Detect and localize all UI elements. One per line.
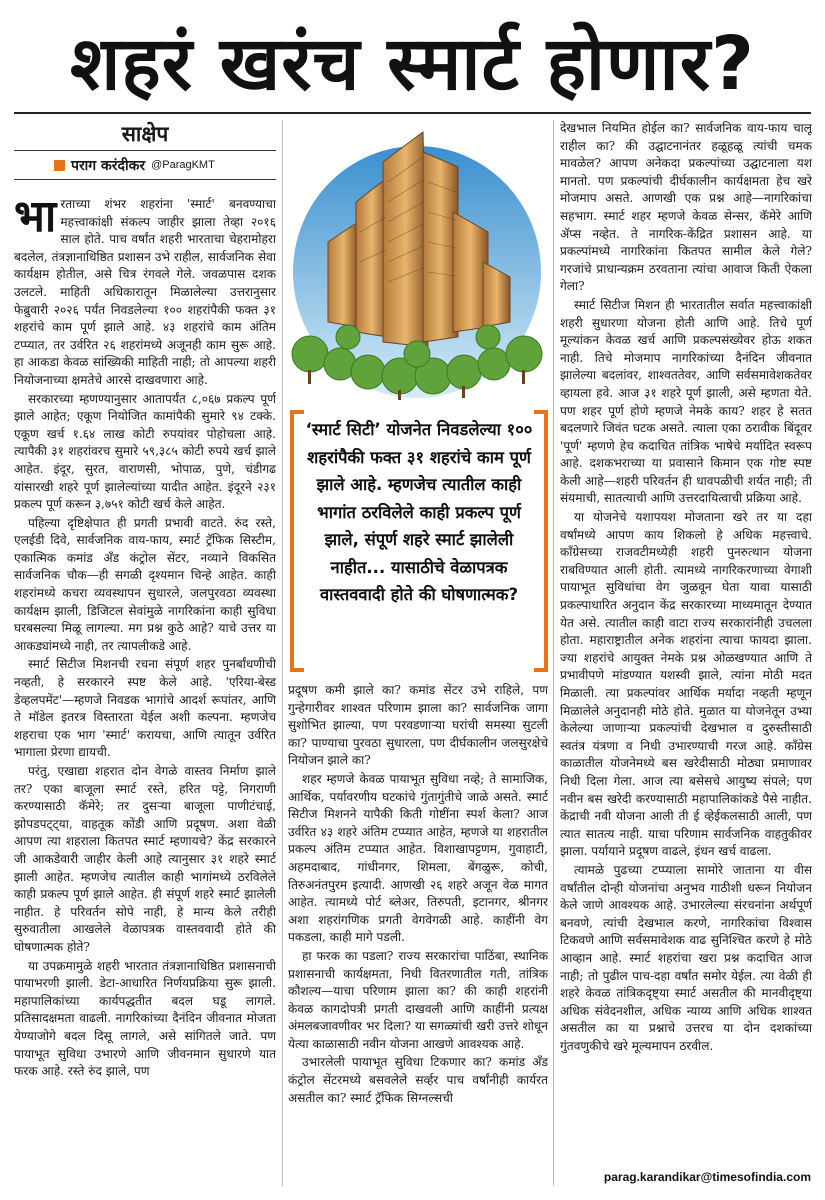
column-1 [14, 196, 276, 1186]
paragraph: स्मार्ट सिटीज मिशनची रचना संपूर्ण शहर पुनर्बांधणीची नव्हती, हे सरकारने स्पष्ट केले आहे. 'एरिया-बेस्ड डेव्हलपमेंट'—म्हणजे निवडक भागांचे आदर्श रूपांतर, आणि ते मॉडेल इतरत्र विस्तारता येईल अशी कल्पना. म्हणजेच शहराचा एक भाग 'स्मार्ट' करायचा, आणि त्यातून उर्वरित भागाला प्रेरणा द्यायची. [14, 657, 276, 760]
paragraph: पहिल्या दृष्टिक्षेपात ही प्रगती प्रभावी वाटते. रुंद रस्ते, एलईडी दिवे, सार्वजनिक वाय-फाय, स्मार्ट ट्रॅफिक सिस्टीम, एकात्मिक कमांड अँड कंट्रोल सेंटर, नव्याने विकसित सार्वजनिक चौक—ही सगळी दृश्यमान चिन्हे आहेत. काही शहरांमध्ये कचरा व्यवस्थापन सुधारले, जलपुरवठा व्यवस्था कार्यक्षम झाली, डिजिटल सेवांमुळे नागरिकांना काही सुविधा घरबसल्या मिळू लागल्या. मग प्रश्न कुठे आहे? याचे उत्तर या आकड्यांमध्ये नाही, तर त्यापलीकडे आहे. [14, 515, 276, 653]
drop-cap: भा [14, 196, 57, 242]
author-name: पराग करंदीकर [71, 157, 146, 174]
author-email: parag.karandikar@timesofindia.com [603, 1170, 811, 1184]
paragraph: या योजनेचे यशापयश मोजताना खरे तर या दहा वर्षांमध्ये आपण काय शिकलो हे अधिक महत्त्वाचे. काँग्रेसच्या राजवटीमध्येही शहरी पुनरुत्थान योजना राबविण्यात आली होती. त्यामध्ये नागरिकरणाच्या वेगाशी पायाभूत सुविधांचा वेग जुळवून घेता यावा यासाठी प्रकल्पाधारित अनुदान केंद्र सरकारच्या माध्यमातून देण्यात येत असे. त्यातील काही वाटा राज्य सरकारांनीही उचलला होता. महाराष्ट्रातील अनेक शहरांना त्याचा फायदा झाला. ज्या शहरांचे आयुक्त नेमके प्रश्न ओळखण्यात आणि ते प्रभावीपणे मांडण्यात यशस्वी झाले, त्यांना मोठी मदत मिळाली. त्या प्रकल्पांवर आर्थिक मर्यादा नव्हती म्हणून मिळालेले अनुदानही मोठे होते. मुळात या योजनेतून उभ्या केलेल्या जाणाऱ्या प्रकल्पांची देखभाल व दुरुस्तीसाठी स्वतंत्र यंत्रणा व निधी उभारण्याची गरज आहे. काँग्रेस काळातील योजनेमध्ये बस खरेदीसाठी मोठ्या प्रमाणावर निधी दिला गेला. आज त्या बसेसचे आयुष्य संपले; पण नवीन बस खरेदी करण्यासाठी महापालिकांकडे पैसे नाहीत. केंद्राची नवी योजना आली ती ई व्हेईकलसाठी आली, पण त्यात सातत्य नाही. याचा परिणाम सार्वजनिक वाहतुकीवर झाला. पर्यायाने प्रदूषण वाढले, इंधन खर्च वाढला. [560, 510, 812, 859]
paragraph: स्मार्ट सिटीज मिशन ही भारतातील सर्वात महत्त्वाकांक्षी शहरी सुधारणा योजना होती आणि आहे. तिचे पूर्ण मूल्यांकन केवळ खर्च आणि प्रकल्पसंख्येवर होऊ शकत नाही. तिचे मोजमाप नागरिकांच्या दैनंदिन जीवनात झालेल्या बदलांवर, शाश्वततेवर, आणि सर्वसमावेशकतेवर व्हायला हवे. आज ३१ शहरे पूर्ण झाली, असे म्हणता येते. पण शहर पूर्ण होणे म्हणजे नेमके काय? शहर हे सतत बदलणारे जिवंत घटक असते. त्याला एका ठरावीक बिंदूवर 'पूर्ण' म्हणणे हेच कदाचित तांत्रिक भाषेचे मर्यादित स्वरूप आहे. दशकभराच्या या प्रवासाने किमान एक गोष्ट स्पष्ट केली आहे—शहरी परिवर्तन ही धावपळीची शर्यत नाही; ती संयमाची, सातत्याची आणि उत्तरदायित्वाची प्रक्रिया आहे. [560, 297, 812, 506]
column-2 [288, 682, 548, 1186]
column-3 [560, 120, 812, 1160]
paragraph: या उपक्रमामुळे शहरी भारतात तंत्रज्ञानाधिष्ठित प्रशासनाची पायाभरणी झाली. डेटा-आधारित निर्णयप्रक्रिया सुरू झाली. महापालिकांच्या कार्यपद्धतीत बदल घडू लागले. प्रतिसादक्षमता वाढली. नागरिकांच्या दैनंदिन जीवनात मोजता येण्याजोगे बदल दिसू लागले, असे सांगितले जाते. पण पायाभूत सुविधा उभारणे आणि जीवनमान सुधारणे यात फरक आहे. रस्ते रुंद झाले, पण [14, 958, 276, 1079]
headline-rule [14, 112, 811, 114]
column-divider [282, 120, 283, 1186]
paragraph: सरकारच्या म्हणण्यानुसार आतापर्यंत ८,०६७ प्रकल्प पूर्ण झाले आहेत; एकूण नियोजित कामांपैकी सुमारे ९४ टक्के. एकूण खर्च १.६४ लाख कोटी रुपयांवर पोहोचला आहे. त्यापैकी ३१ शहरांवरच सुमारे ५९,३८५ कोटी रुपये खर्च झाले आहेत. इंदूर, सुरत, वाराणसी, भोपाळ, पुणे, चंडीगढ यांसारखी शहरे पूर्ण झालेल्यांच्या यादीत आहेत. इंदूरने २३१ प्रकल्प पूर्ण करून ३,७५१ कोटी खर्च केले आहेत. [14, 391, 276, 512]
paragraph: भारताच्या शंभर शहरांना 'स्मार्ट' बनवण्याचा महत्त्वाकांक्षी संकल्प जाहीर झाला तेव्हा २०१६ साल होते. पाच वर्षांत शहरी भारताचा चेहरामोहरा बदलेल, तंत्रज्ञानाधिष्ठित प्रशासन उभे राहील, सार्वजनिक सेवा कार्यक्षम होतील, असे चित्र रंगवले गेले. जवळपास दशक उलटले. माहिती अधिकारातून मिळालेल्या उत्तरानुसार फेब्रुवारी २०२६ पर्यंत निवडलेल्या १०० शहरांपैकी फक्त ३१ शहरांचे काम पूर्ण झाले आहे. ४३ शहरांचे काम अंतिम टप्प्यात, तर उर्वरित २६ शहरांमध्ये अजूनही काम सुरू आहे. हा आकडा केवळ सांख्यिकी माहिती नाही; तो आपल्या शहरी नियोजनाच्या क्षमतेचे आरसे दाखवणारा आहे. [14, 196, 276, 387]
headline: शहरं खरंच स्मार्ट होणार? [70, 21, 755, 107]
paragraph: उभारलेली पायाभूत सुविधा टिकणार का? कमांड अँड कंट्रोल सेंटरमध्ये बसवलेले सर्व्हर पाच वर्षांनीही कार्यरत असतील का? स्मार्ट ट्रॅफिक सिग्नल्सची [288, 1055, 548, 1105]
column-title: साक्षेप [121, 122, 169, 146]
paragraph: प्रदूषण कमी झाले का? कमांड सेंटर उभे राहिले, पण गुन्हेगारीवर शाश्वत परिणाम झाला का? सार्वजनिक जागा सुशोभित झाल्या, पण परवडणाऱ्या घरांची समस्या सुटली का? पाण्याचा पुरवठा सुधारला, पण दीर्घकालीन जलसुरक्षेचे नियोजन झाले का? [288, 683, 548, 768]
paragraph: शहर म्हणजे केवळ पायाभूत सुविधा नव्हे; ते सामाजिक, आर्थिक, पर्यावरणीय घटकांचे गुंतागुंतीचे जाळे असते. स्मार्ट सिटीज मिशनने यापैकी किती गोष्टींना स्पर्श केला? आज उर्वरित ४३ शहरे अंतिम टप्प्यात आहेत, म्हणजे या शहरातील प्रकल्प अंतिम टप्प्यात आहेत. विशाखापट्टणम, गुवाहाटी, अहमदाबाद, गांधीनगर, शिमला, बेंगळुरू, कोची, तिरुअनंतपुरम इत्यादी. आणखी २६ शहरे अजून वेळ मागत आहेत. त्यामध्ये पोर्ट ब्लेअर, तिरुपती, इटानगर, श्रीनगर अशा शहरांगणिक प्रगती वेगवेगळी आहे. काहींनी वेग पकडला, काही मागे पडली. [288, 771, 548, 945]
paragraph: हा फरक का पडला? राज्य सरकारांचा पाठिंबा, स्थानिक प्रशासनाची कार्यक्षमता, निधी वितरणातील गती, तांत्रिक कौशल्य—याचा परिणाम झाला का? की काही शहरांनी केवळ कागदोपत्री प्रगती दाखवली आणि काहींनी प्रत्यक्ष अंमलबजावणीवर भर दिला? या सगळ्यांची खरी उत्तरे शोधून येत्या काळासाठी नवीन योजना आखणे आवश्यक आहे. [288, 948, 548, 1051]
author-handle: @ParagKMT [151, 159, 215, 171]
accent-square-icon [54, 160, 65, 171]
pull-quote-text: ‘स्मार्ट सिटी’ योजनेत निवडलेल्या १०० शहरांपैकी फक्त ३१ शहरांचे काम पूर्ण झाले आहे. म्हणजेच त्यातील काही भागांत ठरविलेले काही प्रकल्प पूर्ण झाले, संपूर्ण शहरे स्मार्ट झालेली नाहीत... यासाठीचे वेळापत्रक वास्तववादी होते की घोषणात्मक? [305, 420, 533, 604]
paragraph: परंतु, एखाद्या शहरात दोन वेगळे वास्तव निर्माण झाले तर? एका बाजूला स्मार्ट रस्ते, हरित पट्टे, निगराणी करण्यासाठी कॅमेरे; तर दुसऱ्या बाजूला पाणीटंचाई, झोपडपट्ट्या, वाहतूक कोंडी आणि प्रदूषण. अशा वेळी आपण त्या शहराला कितपत स्मार्ट म्हणायचे? केंद्र सरकारने जी आकडेवारी जाहीर केली आहे त्यानुसार ३१ शहरे स्मार्ट झाली आहेत. म्हणजेच त्यातील काही भागांमध्ये ठरविलेले काही प्रकल्प पूर्ण झाले आहेत. ही संपूर्ण शहरे स्मार्ट झालेली नाहीत. हे परिवर्तन सोपे नाही, हे मान्य केले तरीही सुरुवातीला आखलेले वेळापत्रक वास्तववादी होते की घोषणात्मक होते? [14, 764, 276, 954]
pull-quote [290, 410, 548, 672]
paragraph: त्यामळे पुढच्या टप्प्याला सामोरे जाताना या वीस वर्षांतील दोन्ही योजनांचा अनुभव गाठीशी धरून नियोजन केले जाणे आवश्यक आहे. उभारलेल्या संरचनांना अर्थपूर्ण बनवणे, त्यांची देखभाल करणे, नागरिकांचा विश्वास टिकवणे आणि सर्वसमावेशक वाढ सुनिश्चित करणे हे मोठे आव्हान आहे. स्मार्ट शहरांचा खरा प्रश्न कदाचित आज नाही; तो पुढील पाच-दहा वर्षांत समोर येईल. त्या वेळी ही शहरे केवळ तांत्रिकदृष्ट्या स्मार्ट असतील की मानवीदृष्ट्या अधिक संवेदनशील, अधिक न्याय्य आणि अधिक शाश्वत असतील का या प्रश्नाचे उत्तरच या दोन दशकांच्या गुंतवणुकीचे खरे मूल्यमापन ठरवील. [560, 862, 812, 1053]
byline [14, 150, 276, 180]
paragraph: देखभाल नियमित होईल का? सार्वजनिक वाय-फाय चालू राहील का? की उद्घाटनानंतर हळूहळू त्यांची चमक मावळेल? आपण अनेकदा प्रकल्पांच्या उद्घाटनाला यश मानतो. पण प्रकल्पांची दीर्घकालीन कार्यक्षमता हेच खरे मोजमाप असते. आणखी एक प्रश्न आहे—नागरिकांचा सहभाग. स्मार्ट शहर म्हणजे केवळ सेन्सर, कॅमेरे आणि ॲप्स नव्हेत. ते नागरिक-केंद्रित प्रशासन आहे. या प्रकल्पांमध्ये नागरिकांना कितपत सामील केले गेले? गरजांचे प्राधान्यक्रम ठरवताना त्यांचा आवाज किती ऐकला गेला? [560, 121, 812, 294]
column-divider [553, 120, 554, 1186]
city-illustration [288, 122, 546, 400]
